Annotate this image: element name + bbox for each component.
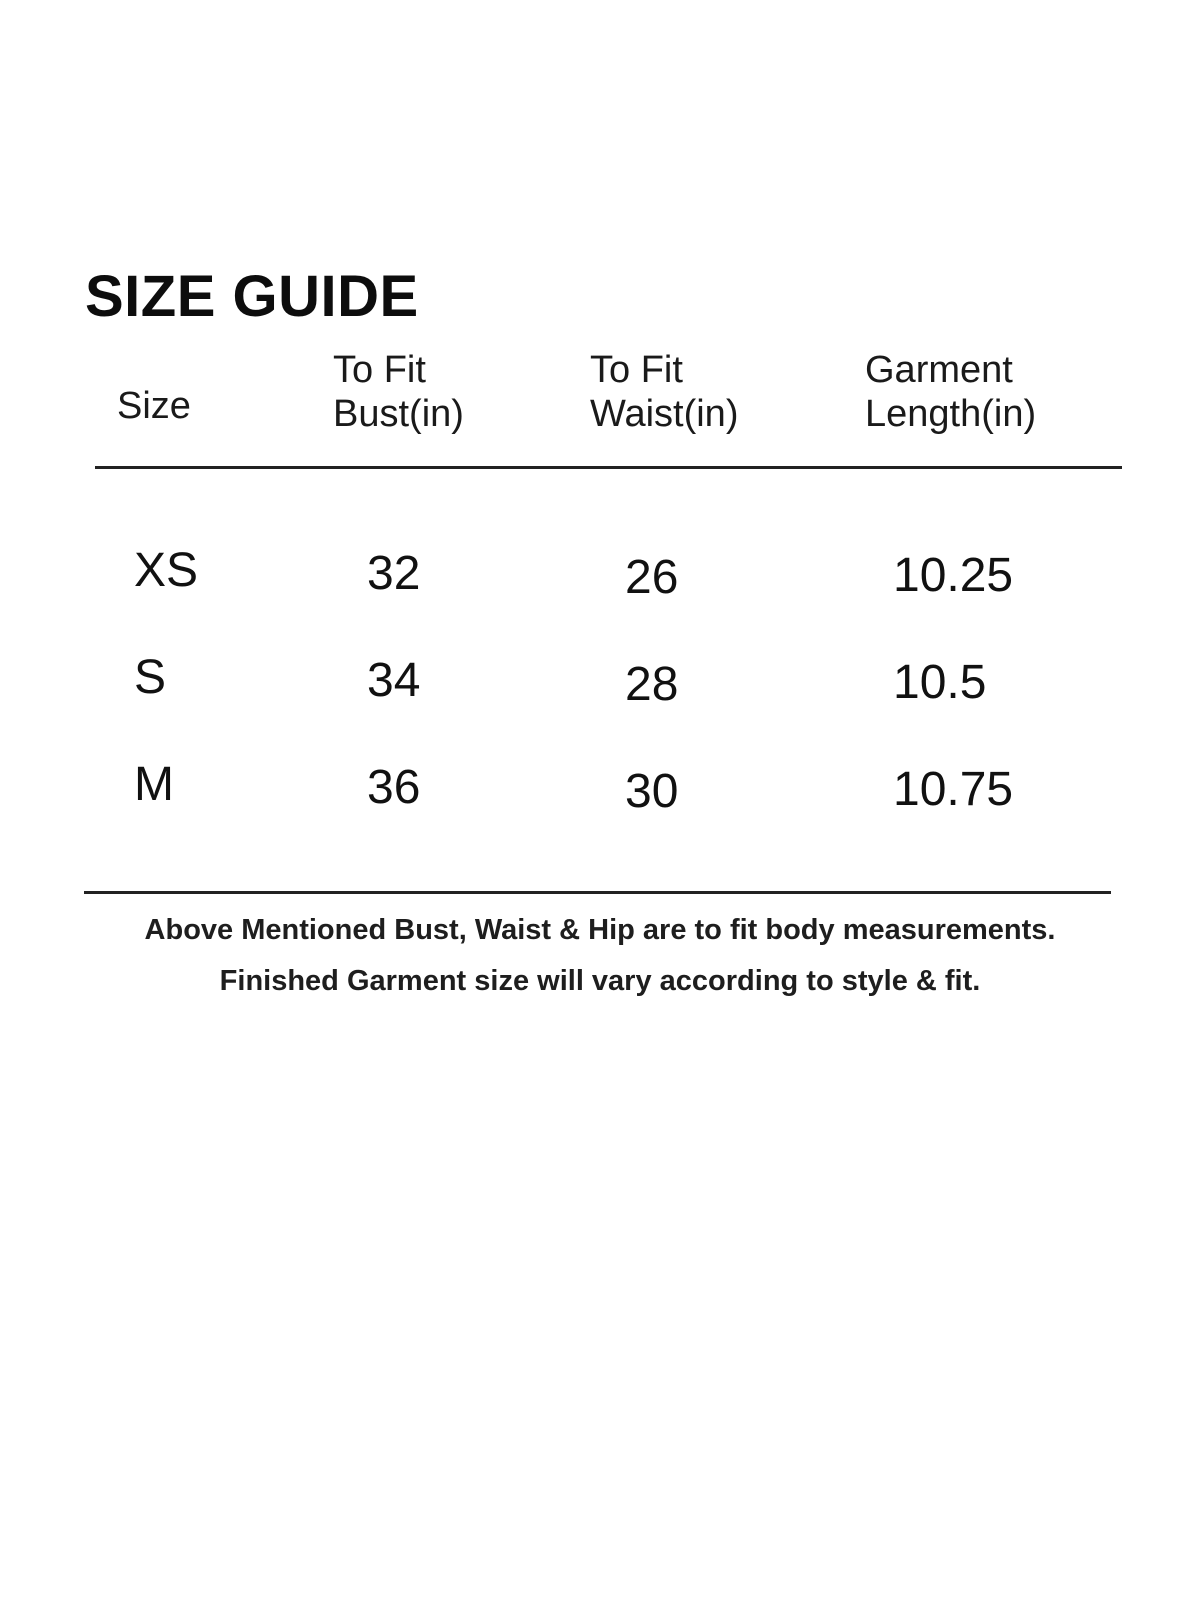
cell-size: XS: [134, 544, 199, 597]
cell-bust: 32: [367, 547, 421, 600]
footnote-line-2: Finished Garment size will vary according to style & fit.: [219, 965, 981, 997]
footnote-line-1: Above Mentioned Bust, Waist & Hip are to fit body measurements.: [144, 914, 1056, 946]
header-size: [117, 384, 191, 428]
footer-divider: [84, 891, 1111, 894]
header-length-line2: Length(in): [865, 393, 1037, 435]
cell-waist: 26: [625, 551, 679, 604]
cell-waist: 30: [625, 765, 679, 818]
header-bust-line1: To Fit: [333, 349, 426, 391]
cell-bust: 34: [367, 654, 421, 707]
cell-waist: 28: [625, 658, 679, 711]
header-length-line1: Garment: [865, 349, 1013, 391]
header-waist-line2: Waist(in): [590, 393, 739, 435]
page-title: SIZE GUIDE: [85, 264, 419, 329]
header-waist: [590, 348, 738, 436]
header-length: [865, 348, 1036, 436]
header-waist-line1: To Fit: [590, 349, 683, 391]
header-divider: [95, 466, 1122, 469]
cell-bust: 36: [367, 761, 421, 814]
header-bust: [333, 348, 464, 436]
cell-length: 10.75: [893, 763, 1014, 816]
cell-length: 10.5: [893, 656, 987, 709]
cell-length: 10.25: [893, 549, 1014, 602]
header-size-label: Size: [117, 385, 191, 427]
header-bust-line2: Bust(in): [333, 393, 464, 435]
cell-size: M: [134, 758, 174, 811]
cell-size: S: [134, 651, 167, 704]
